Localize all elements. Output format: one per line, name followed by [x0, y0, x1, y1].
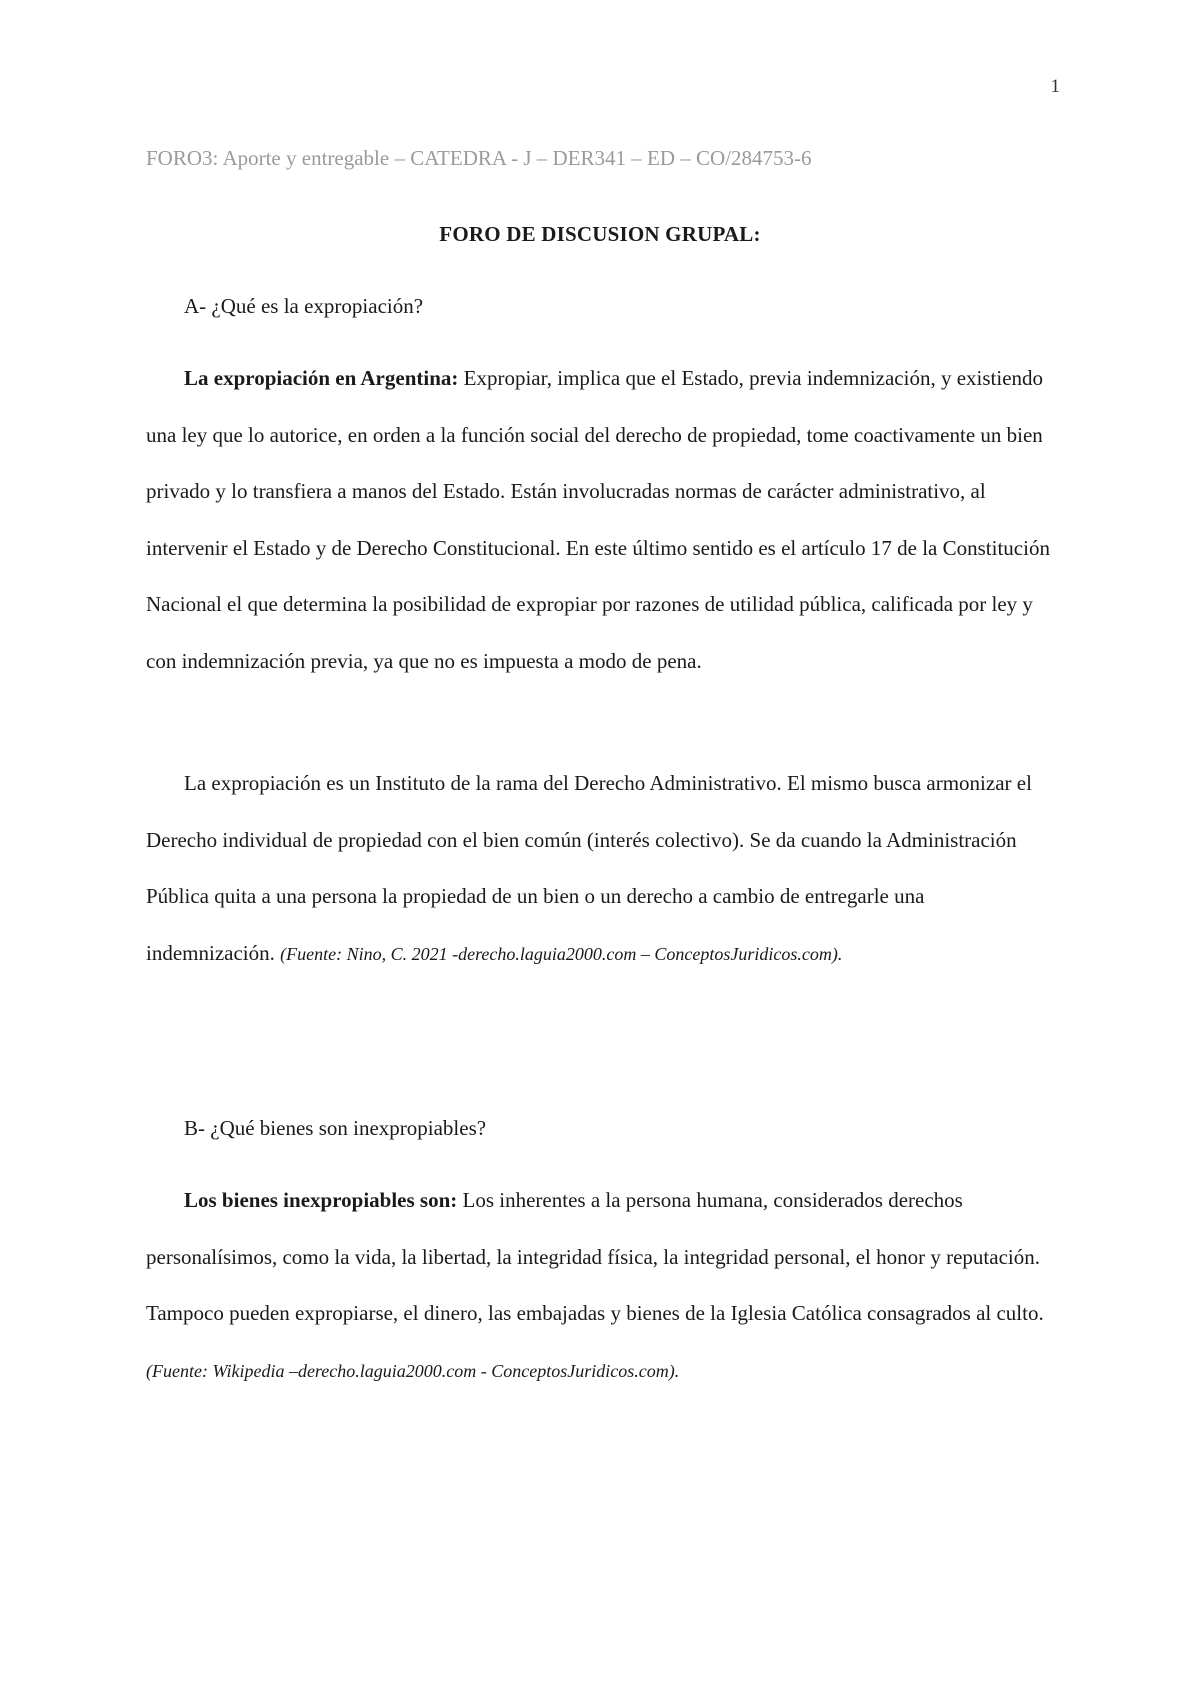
paragraph-expropiacion-argentina — [146, 350, 1056, 689]
paragraph-lead: Los bienes inexpropiables son: — [184, 1188, 458, 1212]
question-a: A- ¿Qué es la expropiación? — [184, 294, 424, 318]
source-citation: (Fuente: Wikipedia –derecho.laguia2000.com - ConceptosJuridicos.com). — [146, 1360, 680, 1381]
source-citation: (Fuente: Nino, C. 2021 -derecho.laguia2000.com – ConceptosJuridicos.com). — [280, 943, 843, 964]
paragraph-bienes-inexpropiables — [146, 1172, 1056, 1399]
paragraph-text: La expropiación es un Instituto de la rama del Derecho Administrativo. El mismo busca armonizar el Derecho individual de propiedad con el bien común (interés colectivo). Se da cuando la Administración Pública quita a una persona la propiedad de un bien o un derecho a cambio de entregarle una indemnización. — [146, 771, 1032, 965]
paragraph-text: Expropiar, implica que el Estado, previa indemnización, y existiendo una ley que lo autorice, en orden a la función social del derecho de propiedad, tome coactivamente un bien privado y lo transfiera a manos del Estado. Están involucradas normas de carácter administrativo, al intervenir el Estado y de Derecho Constitucional. En este último sentido es el artículo 17 de la Constitución Nacional el que determina la posibilidad de expropiar por razones de utilidad pública, calificada por ley y con indemnización previa, ya que no es impuesta a modo de pena. — [146, 366, 1050, 673]
paragraph-instituto — [146, 755, 1056, 982]
paragraph-text: Los inherentes a la persona humana, considerados derechos personalísimos, como la vida, la libertad, la integridad física, la integridad personal, el honor y reputación. Tampoco pueden expropiarse, el dinero, las embajadas y bienes de la Iglesia Católica consagrados al culto. — [146, 1188, 1044, 1325]
document-title: FORO DE DISCUSION GRUPAL: — [439, 222, 761, 246]
document-header: FORO3: Aporte y entregable – CATEDRA - J – DER341 – ED – CO/284753-6 — [146, 146, 812, 170]
question-b: B- ¿Qué bienes son inexpropiables? — [184, 1116, 487, 1140]
page-number: 1 — [1050, 76, 1060, 97]
paragraph-lead: La expropiación en Argentina: — [184, 366, 459, 390]
